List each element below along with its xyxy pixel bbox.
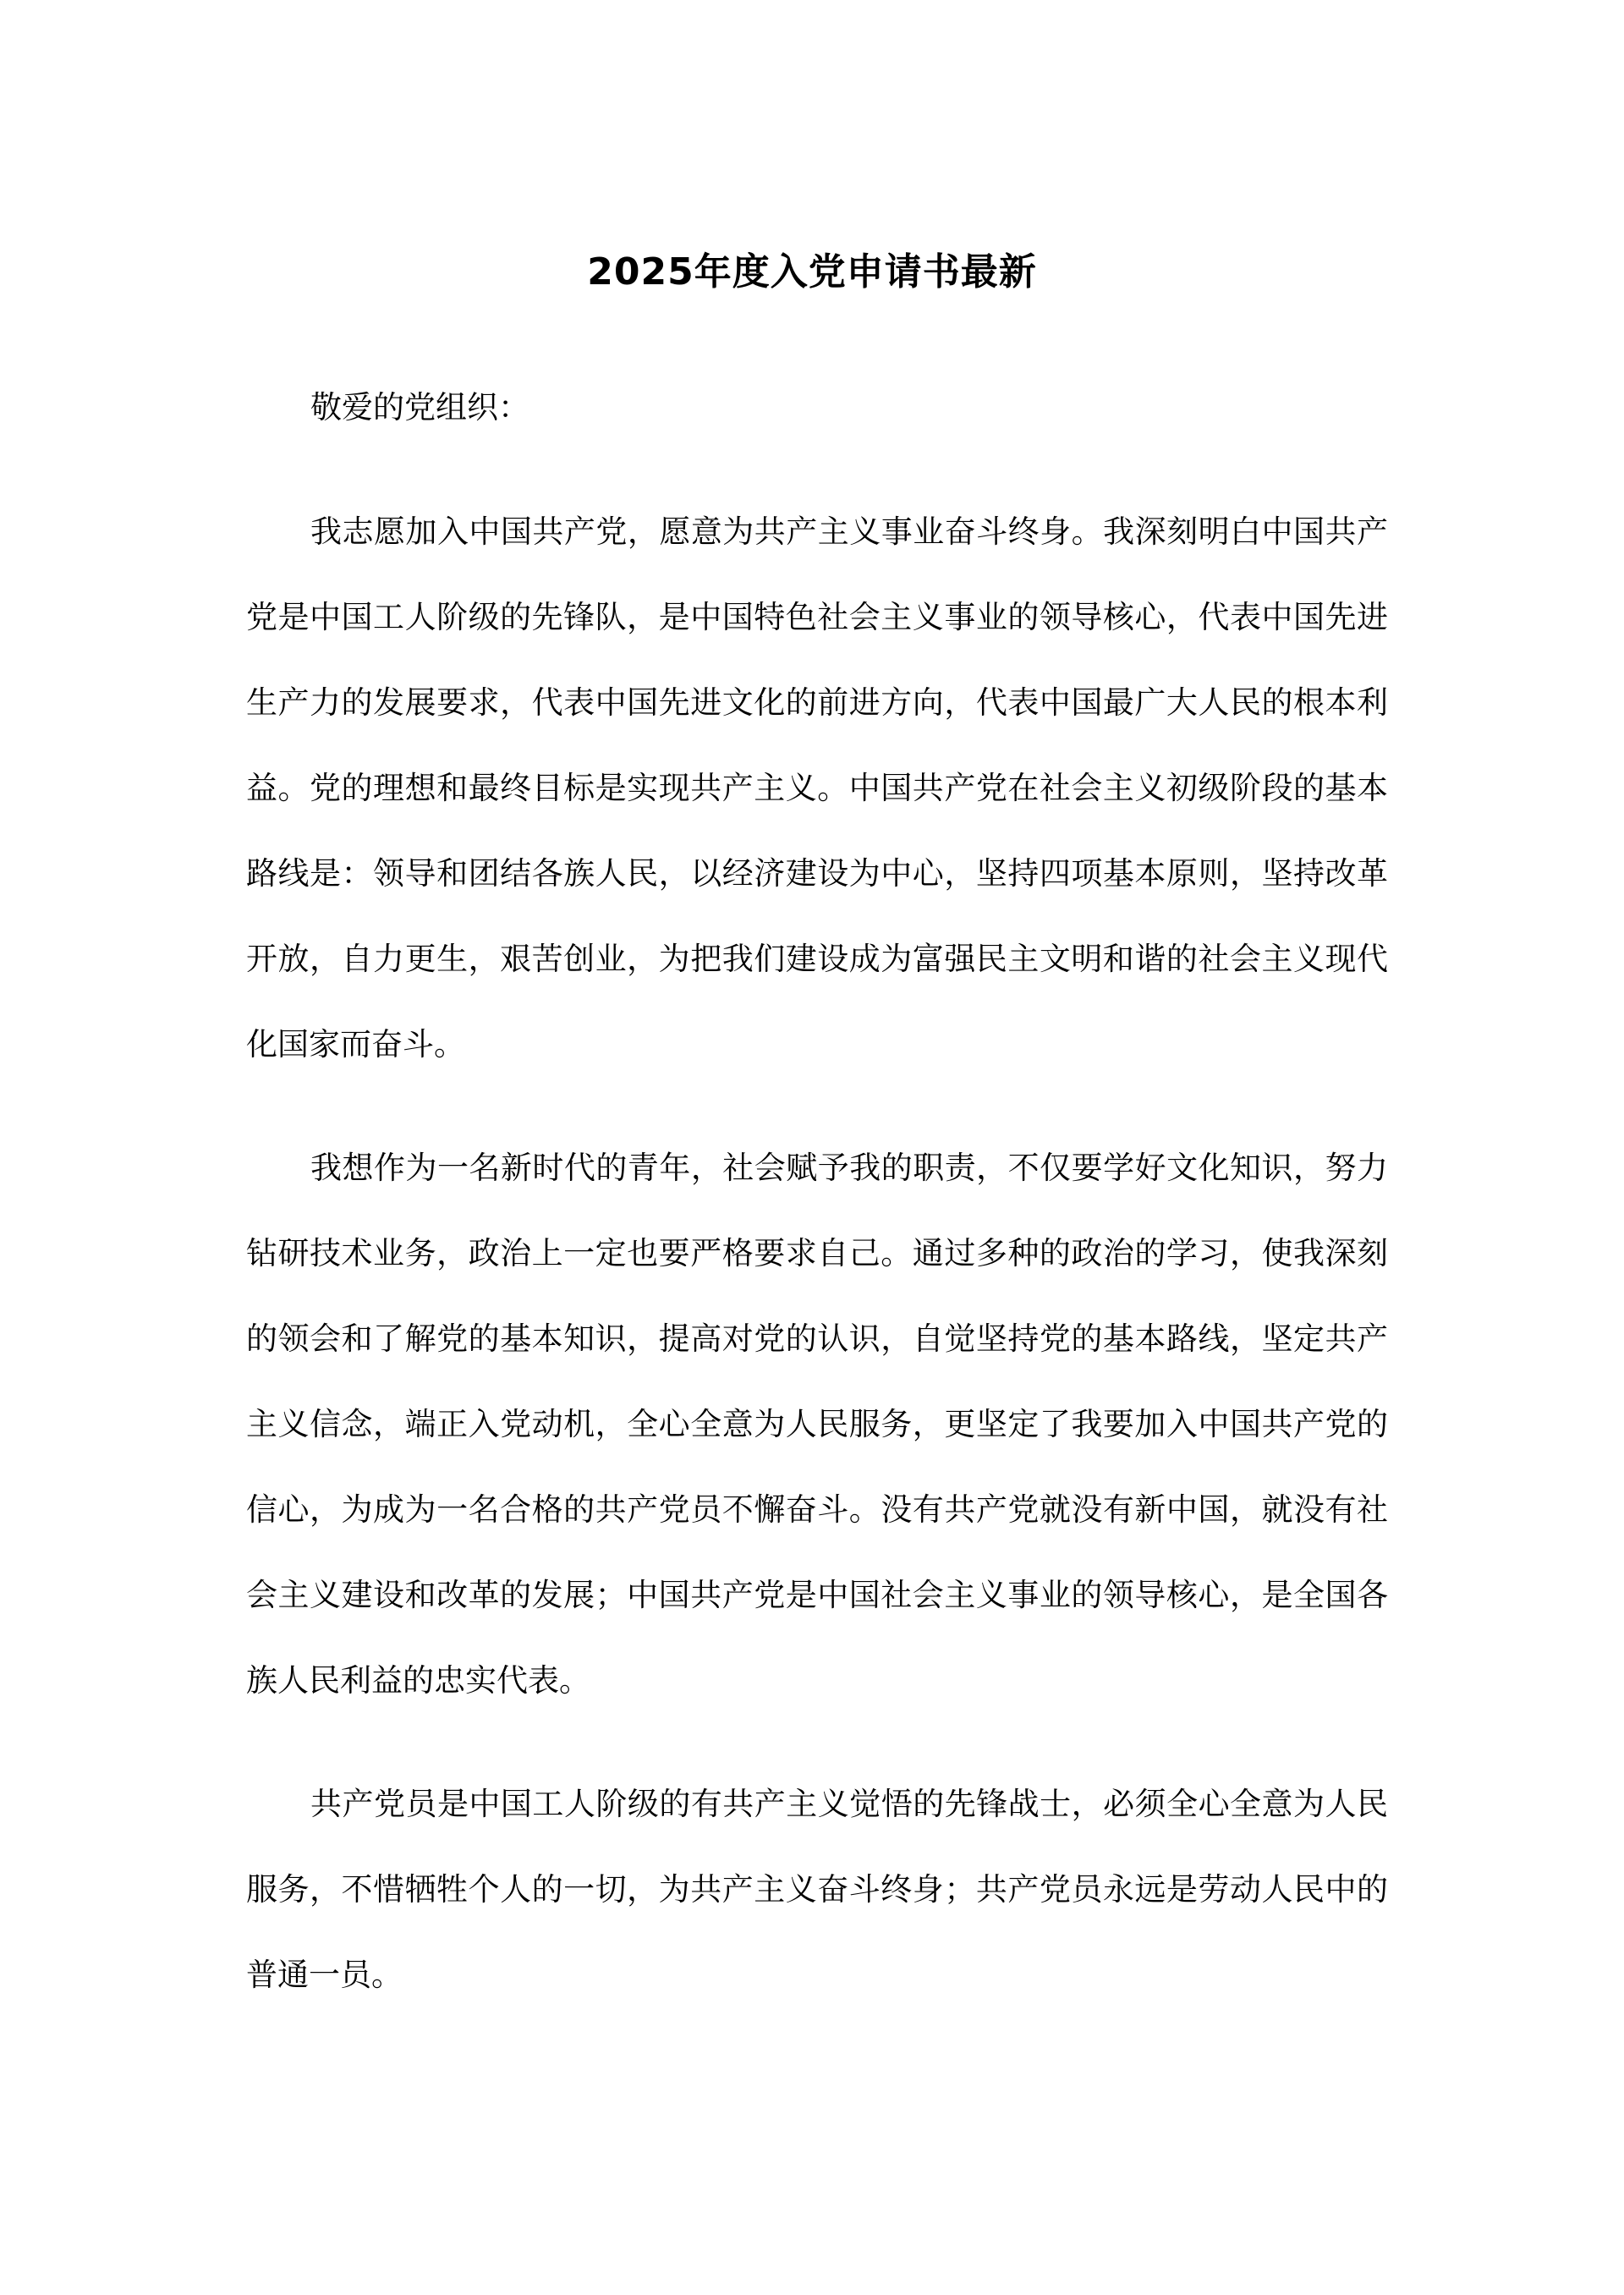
paragraph-1: 我志愿加入中国共产党，愿意为共产主义事业奋斗终身。我深刻明白中国共产党是中国工人阶级的先锋队，是中国特色社会主义事业的领导核心，代表中国先进生产力的发展要求，代表中国先进文化的前进方向，代表中国最广大人民的根本利益。党的理想和最终目标是实现共产主义。中国共产党在社会主义初级阶段的基本路线是：领导和团结各族人民，以经济建设为中心，坚持四项基本原则，坚持改革开放，自力更生，艰苦创业，为把我们建设成为富强民主文明和谐的社会主义现代化国家而奋斗。 [246,513,1388,1062]
paragraph-3: 共产党员是中国工人阶级的有共产主义觉悟的先锋战士，必须全心全意为人民服务，不惜牺牲个人的一切，为共产主义奋斗终身；共产党员永远是劳动人民中的普通一员。 [246,1786,1388,1993]
paragraph-2: 我想作为一名新时代的青年，社会赋予我的职责，不仅要学好文化知识，努力钻研技术业务，政治上一定也要严格要求自己。通过多种的政治的学习，使我深刻的领会和了解党的基本知识，提高对党的认识，自觉坚持党的基本路线，坚定共产主义信念，端正入党动机，全心全意为人民服务，更坚定了我要加入中国共产党的信心，为成为一名合格的共产党员不懈奋斗。没有共产党就没有新中国，就没有社会主义建设和改革的发展；中国共产党是中国社会主义事业的领导核心，是全国各族人民利益的忠实代表。 [246,1150,1388,1699]
document-title: 2025年度入党申请书最新 [587,250,1037,294]
salutation: 敬爱的党组织： [310,389,529,426]
